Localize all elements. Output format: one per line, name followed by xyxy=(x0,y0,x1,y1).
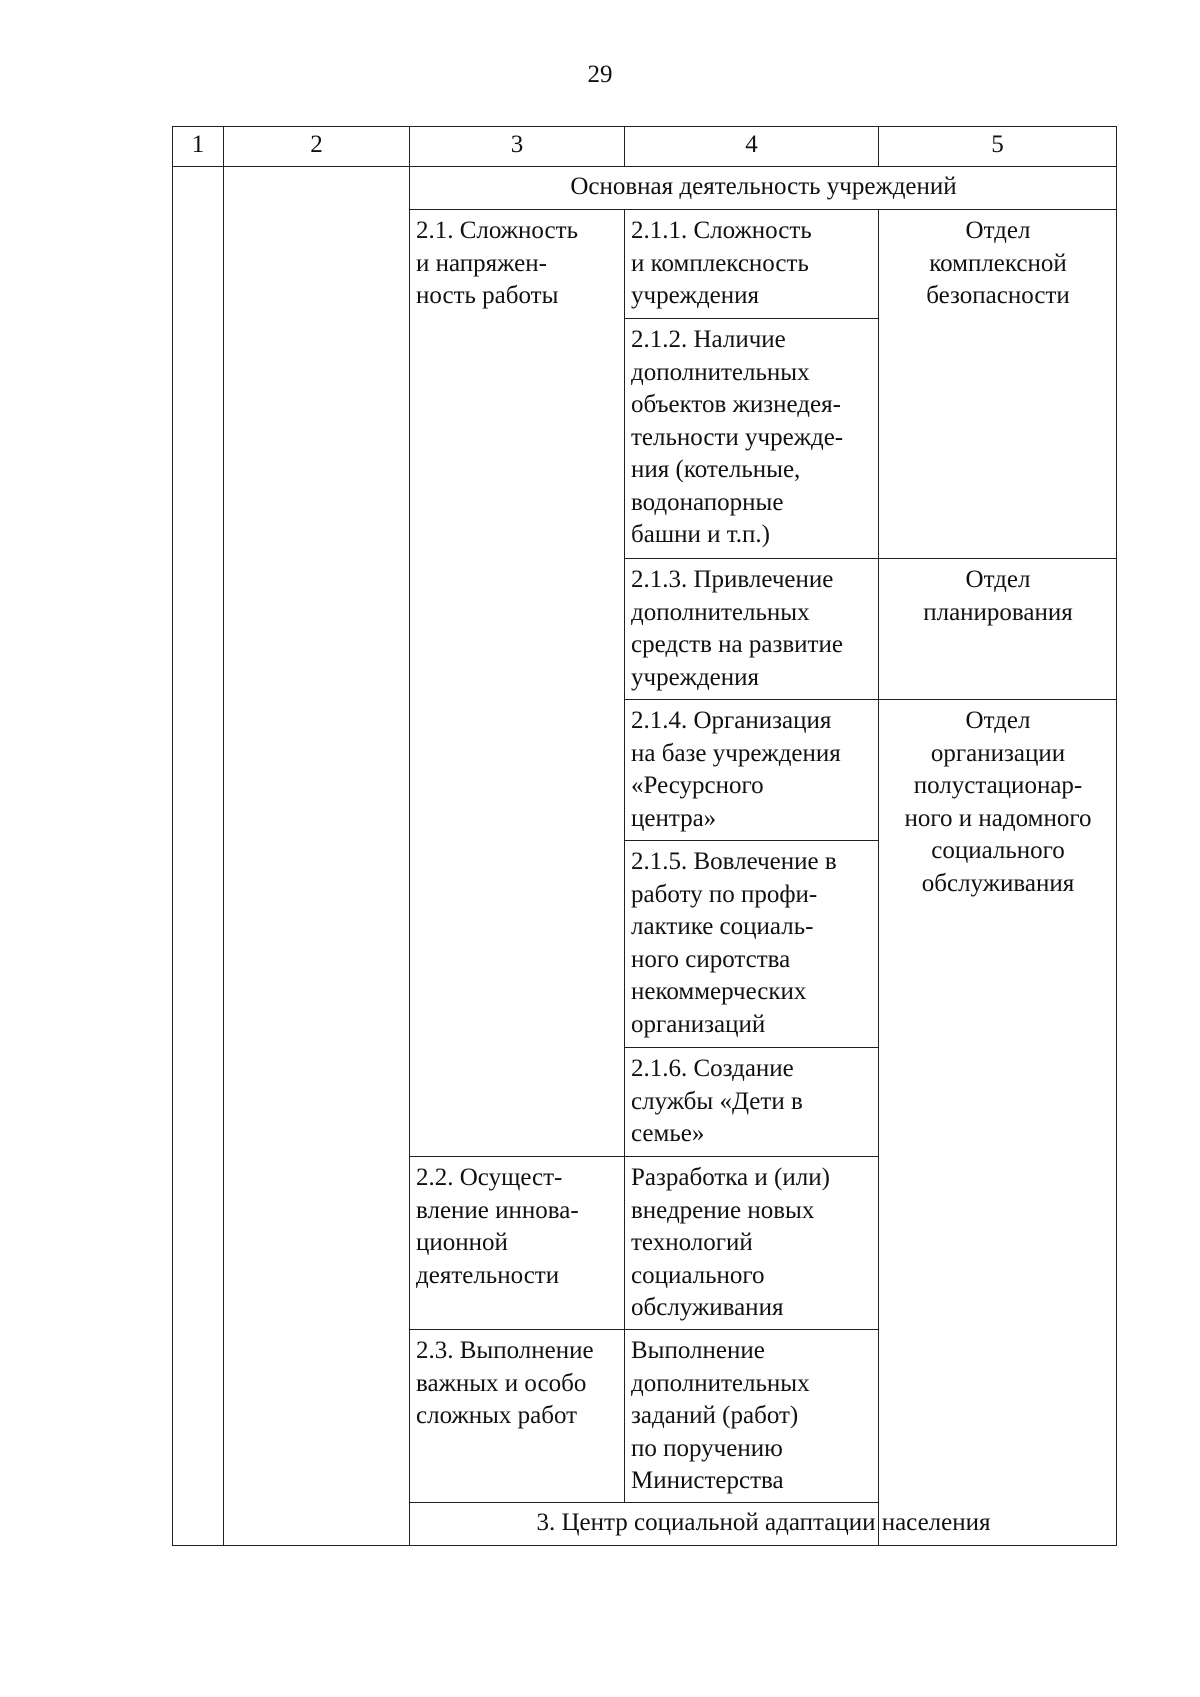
header-cell-5: 5 xyxy=(879,127,1117,167)
section-title-next: 3. Центр социальной адаптации населения xyxy=(410,1503,1117,1546)
header-cell-2: 2 xyxy=(224,127,410,167)
indicator-cell-2-1-1: 2.1.1. Сложность и комплексность учреждения xyxy=(625,210,879,319)
department-cell-social-service: Отдел организации полустационар- ного и надомного социального обслуживания xyxy=(879,700,1117,1546)
indicator-cell-2-1-5: 2.1.5. Вовлечение в работу по профи- лактике социаль- ного сиротства некоммерческих организаций xyxy=(625,841,879,1048)
criterion-cell-2-3: 2.3. Выполнение важных и особо сложных работ xyxy=(410,1330,625,1503)
header-cell-1: 1 xyxy=(173,127,224,167)
section-title-main: Основная деятельность учреждений xyxy=(410,167,1117,210)
header-cell-3: 3 xyxy=(410,127,625,167)
column-1-empty-cell xyxy=(173,167,224,1546)
indicator-cell-2-1-6: 2.1.6. Создание службы «Дети в семье» xyxy=(625,1048,879,1157)
indicator-cell-2-1-4: 2.1.4. Организация на базе учреждения «Ресурсного центра» xyxy=(625,700,879,841)
criterion-cell-2-1: 2.1. Сложность и напряжен- ность работы xyxy=(410,210,625,1157)
department-cell-security: Отдел комплексной безопасности xyxy=(879,210,1117,559)
criteria-table xyxy=(172,126,1117,1546)
section-row-main xyxy=(173,167,1117,210)
page-number: 29 xyxy=(587,61,613,88)
indicator-cell-2-1-2: 2.1.2. Наличие дополнительных объектов жизнедея- тельности учрежде- ния (котельные, водонапорные башни и т.п.) xyxy=(625,319,879,559)
indicator-cell-2-3: Выполнение дополнительных заданий (работ) по поручению Министерства xyxy=(625,1330,879,1503)
header-row xyxy=(173,127,1117,167)
criterion-cell-2-2: 2.2. Осущест- вление иннова- ционной деятельности xyxy=(410,1157,625,1330)
header-cell-4: 4 xyxy=(625,127,879,167)
indicator-cell-2-2: Разработка и (или) внедрение новых технологий социального обслуживания xyxy=(625,1157,879,1330)
department-cell-planning: Отдел планирования xyxy=(879,559,1117,700)
indicator-cell-2-1-3: 2.1.3. Привлечение дополнительных средств на развитие учреждения xyxy=(625,559,879,700)
column-2-empty-cell xyxy=(224,167,410,1546)
